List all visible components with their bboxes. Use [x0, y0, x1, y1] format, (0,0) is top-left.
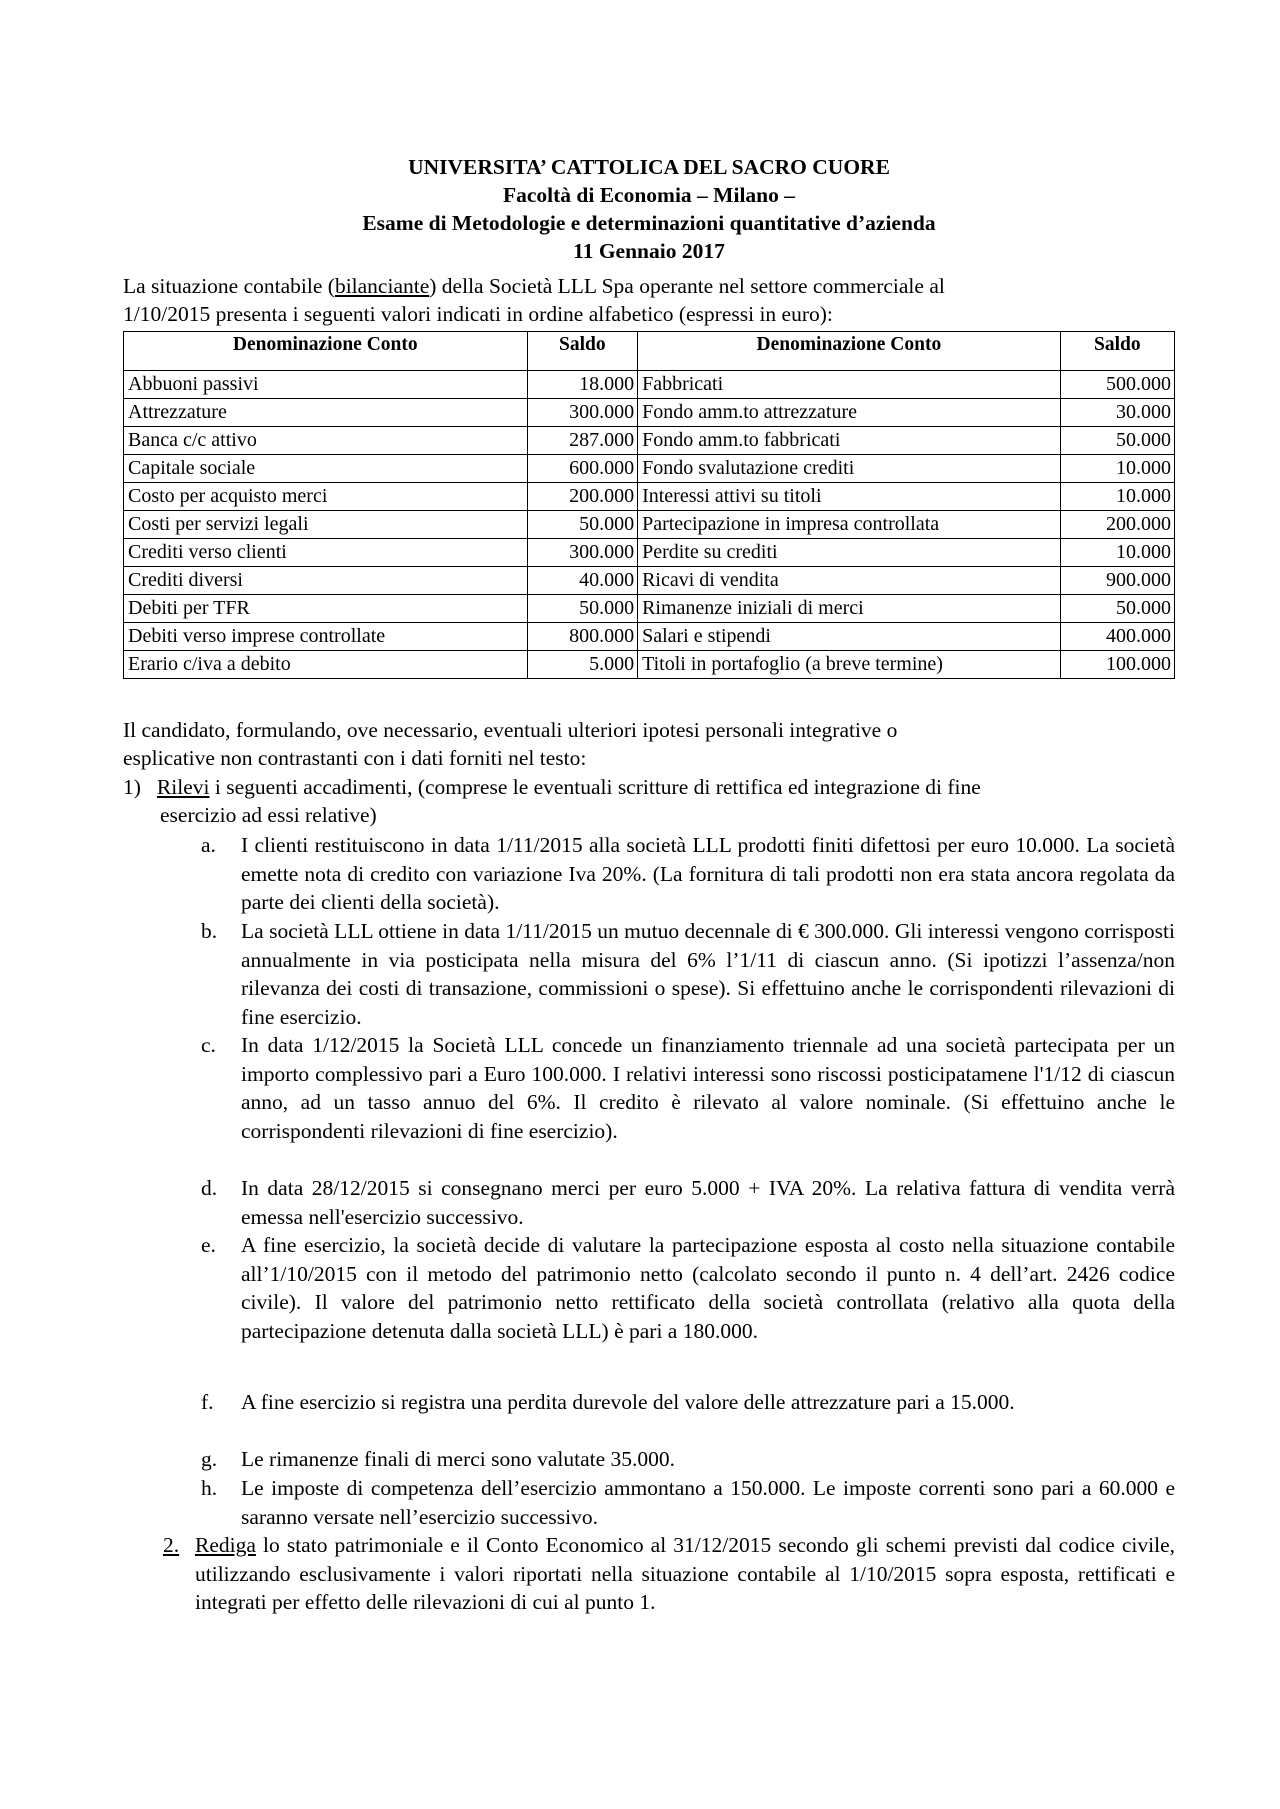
task1-text: i seguenti accadimenti, (comprese le eventuali scritture di rettifica ed integrazione di fine: [209, 775, 981, 799]
item-f-text: A fine esercizio si registra una perdita durevole del valore delle attrezzature pari a 15.000.: [241, 1390, 1015, 1414]
balance-cell: 50.000: [527, 511, 638, 539]
header-account-left: Denominazione Conto: [124, 332, 528, 371]
account-cell: Costi per servizi legali: [124, 511, 528, 539]
document-header: [123, 153, 1175, 265]
account-cell: Fabbricati: [638, 371, 1061, 399]
table-row: [124, 623, 1175, 651]
balance-table: [123, 331, 1175, 679]
item-h-text: Le imposte di competenza dell’esercizio ammontano a 150.000. Le imposte correnti sono pari a 60.000 e saranno versate nell’esercizio successivo.: [241, 1476, 1175, 1529]
candidate-line2: esplicative non contrastanti con i dati forniti nel testo:: [123, 746, 587, 770]
account-cell: Crediti diversi: [124, 567, 528, 595]
item-a-letter: a.: [201, 833, 216, 857]
balance-cell: 18.000: [527, 371, 638, 399]
account-cell: Interessi attivi su titoli: [638, 483, 1061, 511]
account-cell: Salari e stipendi: [638, 623, 1061, 651]
account-cell: Rimanenze iniziali di merci: [638, 595, 1061, 623]
item-c-letter: c.: [201, 1033, 216, 1057]
header-balance-left: Saldo: [527, 332, 638, 371]
task1-verb: Rilevi: [156, 775, 210, 799]
balance-cell: 50.000: [1060, 427, 1174, 455]
task2-text: lo stato patrimoniale e il Conto Economico al 31/12/2015 secondo gli schemi previsti dal codice civile, utilizzando esclusivamente i valori riportati nella situazione contabile al 1/10/2015 sopra esposta, rettificati e integrati per effetto delle rilevazioni di cui al punto 1.: [195, 1533, 1175, 1614]
table-row: [124, 595, 1175, 623]
balance-cell: 900.000: [1060, 567, 1174, 595]
intro-underlined-word: bilanciante: [334, 274, 430, 298]
task1-text-line2: esercizio ad essi relative): [160, 803, 377, 827]
balance-cell: 10.000: [1060, 455, 1174, 483]
item-e-text: A fine esercizio, la società decide di valutare la partecipazione esposta al costo nella situazione contabile all’1/10/2015 con il metodo del patrimonio netto (calcolato secondo il punto n. 4 dell’art. 2426 codice civile). Il valore del patrimonio netto rettificato della società controllata (relativo alla quota della partecipazione detenuta dalla società LLL) è pari a 180.000.: [241, 1233, 1175, 1343]
balance-cell: 200.000: [1060, 511, 1174, 539]
task2-paragraph: [195, 1531, 1175, 1617]
balance-cell: 400.000: [1060, 623, 1174, 651]
account-cell: Fondo svalutazione crediti: [638, 455, 1061, 483]
table-row: [124, 399, 1175, 427]
account-cell: Debiti verso imprese controllate: [124, 623, 528, 651]
account-cell: Fondo amm.to fabbricati: [638, 427, 1061, 455]
item-b-text: La società LLL ottiene in data 1/11/2015 un mutuo decennale di € 300.000. Gli interessi vengono corrisposti annualmente in via posticipata nella misura del 6% l’1/11 di ciascun anno. (Si ipotizzi l’assenza/non rilevanza dei costi di transazione, commissioni o spese). Si effettuino anche le corrispondenti rilevazioni di fine esercizio.: [241, 919, 1175, 1029]
table-row: [124, 539, 1175, 567]
task1-heading: [123, 773, 1175, 829]
intro-text-a: La situazione contabile (: [123, 274, 335, 298]
item-a-text: I clienti restituiscono in data 1/11/2015 alla società LLL prodotti finiti difettosi per euro 10.000. La società emette nota di credito con variazione Iva 20%. (La fornitura di tali prodotti non era stata ancora regolata da parte dei clienti della società).: [241, 833, 1175, 914]
intro-text-b: ) della Società LLL Spa operante nel settore commerciale al: [429, 274, 945, 298]
balance-cell: 30.000: [1060, 399, 1174, 427]
balance-cell: 800.000: [527, 623, 638, 651]
item-d-text: In data 28/12/2015 si consegnano merci per euro 5.000 + IVA 20%. La relativa fattura di vendita verrà emessa nell'esercizio successivo.: [241, 1176, 1175, 1229]
balance-cell: 10.000: [1060, 539, 1174, 567]
header-balance-right: Saldo: [1060, 332, 1174, 371]
table-row: [124, 567, 1175, 595]
item-g-letter: g.: [201, 1447, 218, 1471]
account-cell: Debiti per TFR: [124, 595, 528, 623]
account-cell: Perdite su crediti: [638, 539, 1061, 567]
balance-cell: 500.000: [1060, 371, 1174, 399]
balance-cell: 5.000: [527, 651, 638, 679]
item-f-letter: f.: [201, 1390, 214, 1414]
account-cell: Banca c/c attivo: [124, 427, 528, 455]
item-g-text: Le rimanenze finali di merci sono valutate 35.000.: [241, 1447, 676, 1471]
table-row: [124, 371, 1175, 399]
account-cell: Fondo amm.to attrezzature: [638, 399, 1061, 427]
exam-title: Esame di Metodologie e determinazioni quantitative d’azienda: [362, 211, 936, 235]
account-cell: Ricavi di vendita: [638, 567, 1061, 595]
university-name: UNIVERSITA’ CATTOLICA DEL SACRO CUORE: [408, 155, 890, 179]
intro-text-line2: 1/10/2015 presenta i seguenti valori indicati in ordine alfabetico (espressi in euro):: [123, 302, 833, 326]
balance-cell: 40.000: [527, 567, 638, 595]
account-cell: Capitale sociale: [124, 455, 528, 483]
account-cell: Attrezzature: [124, 399, 528, 427]
candidate-paragraph: [123, 716, 1175, 772]
balance-cell: 600.000: [527, 455, 638, 483]
table-header-row: [124, 332, 1175, 371]
account-cell: Erario c/iva a debito: [124, 651, 528, 679]
faculty-name: Facoltà di Economia – Milano –: [502, 183, 796, 207]
item-c-text: In data 1/12/2015 la Società LLL concede un finanziamento triennale ad una società partecipata per un importo complessivo pari a Euro 100.000. I relativi interessi sono riscossi posticipatamene l'1/12 di ciascun anno, ad un tasso annuo del 6%. Il credito è rilevato al valore nominale. (Si effettuino anche le corrispondenti rilevazioni di fine esercizio).: [241, 1033, 1175, 1143]
account-cell: Costo per acquisto merci: [124, 483, 528, 511]
balance-cell: 100.000: [1060, 651, 1174, 679]
balance-cell: 300.000: [527, 539, 638, 567]
exam-date: 11 Gennaio 2017: [573, 239, 725, 263]
table-row: [124, 455, 1175, 483]
task2-marker: 2.: [163, 1533, 180, 1557]
candidate-line1: Il candidato, formulando, ove necessario, eventuali ulteriori ipotesi personali integrative o: [123, 718, 898, 742]
item-h-letter: h.: [201, 1476, 218, 1500]
balance-cell: 50.000: [1060, 595, 1174, 623]
balance-cell: 287.000: [527, 427, 638, 455]
account-cell: Abbuoni passivi: [124, 371, 528, 399]
table-row: [124, 511, 1175, 539]
item-e-letter: e.: [201, 1233, 216, 1257]
balance-cell: 50.000: [527, 595, 638, 623]
header-account-right: Denominazione Conto: [638, 332, 1061, 371]
table-row: [124, 427, 1175, 455]
balance-cell: 300.000: [527, 399, 638, 427]
account-cell: Partecipazione in impresa controllata: [638, 511, 1061, 539]
task1-marker: 1): [123, 775, 141, 799]
account-cell: Crediti verso clienti: [124, 539, 528, 567]
task2-verb: Rediga: [195, 1533, 256, 1557]
balance-cell: 10.000: [1060, 483, 1174, 511]
balance-cell: 200.000: [527, 483, 638, 511]
account-cell: Titoli in portafoglio (a breve termine): [638, 651, 1061, 679]
item-b-letter: b.: [201, 919, 218, 943]
table-row: [124, 651, 1175, 679]
table-row: [124, 483, 1175, 511]
intro-paragraph: [123, 272, 1175, 328]
item-d-letter: d.: [201, 1176, 218, 1200]
